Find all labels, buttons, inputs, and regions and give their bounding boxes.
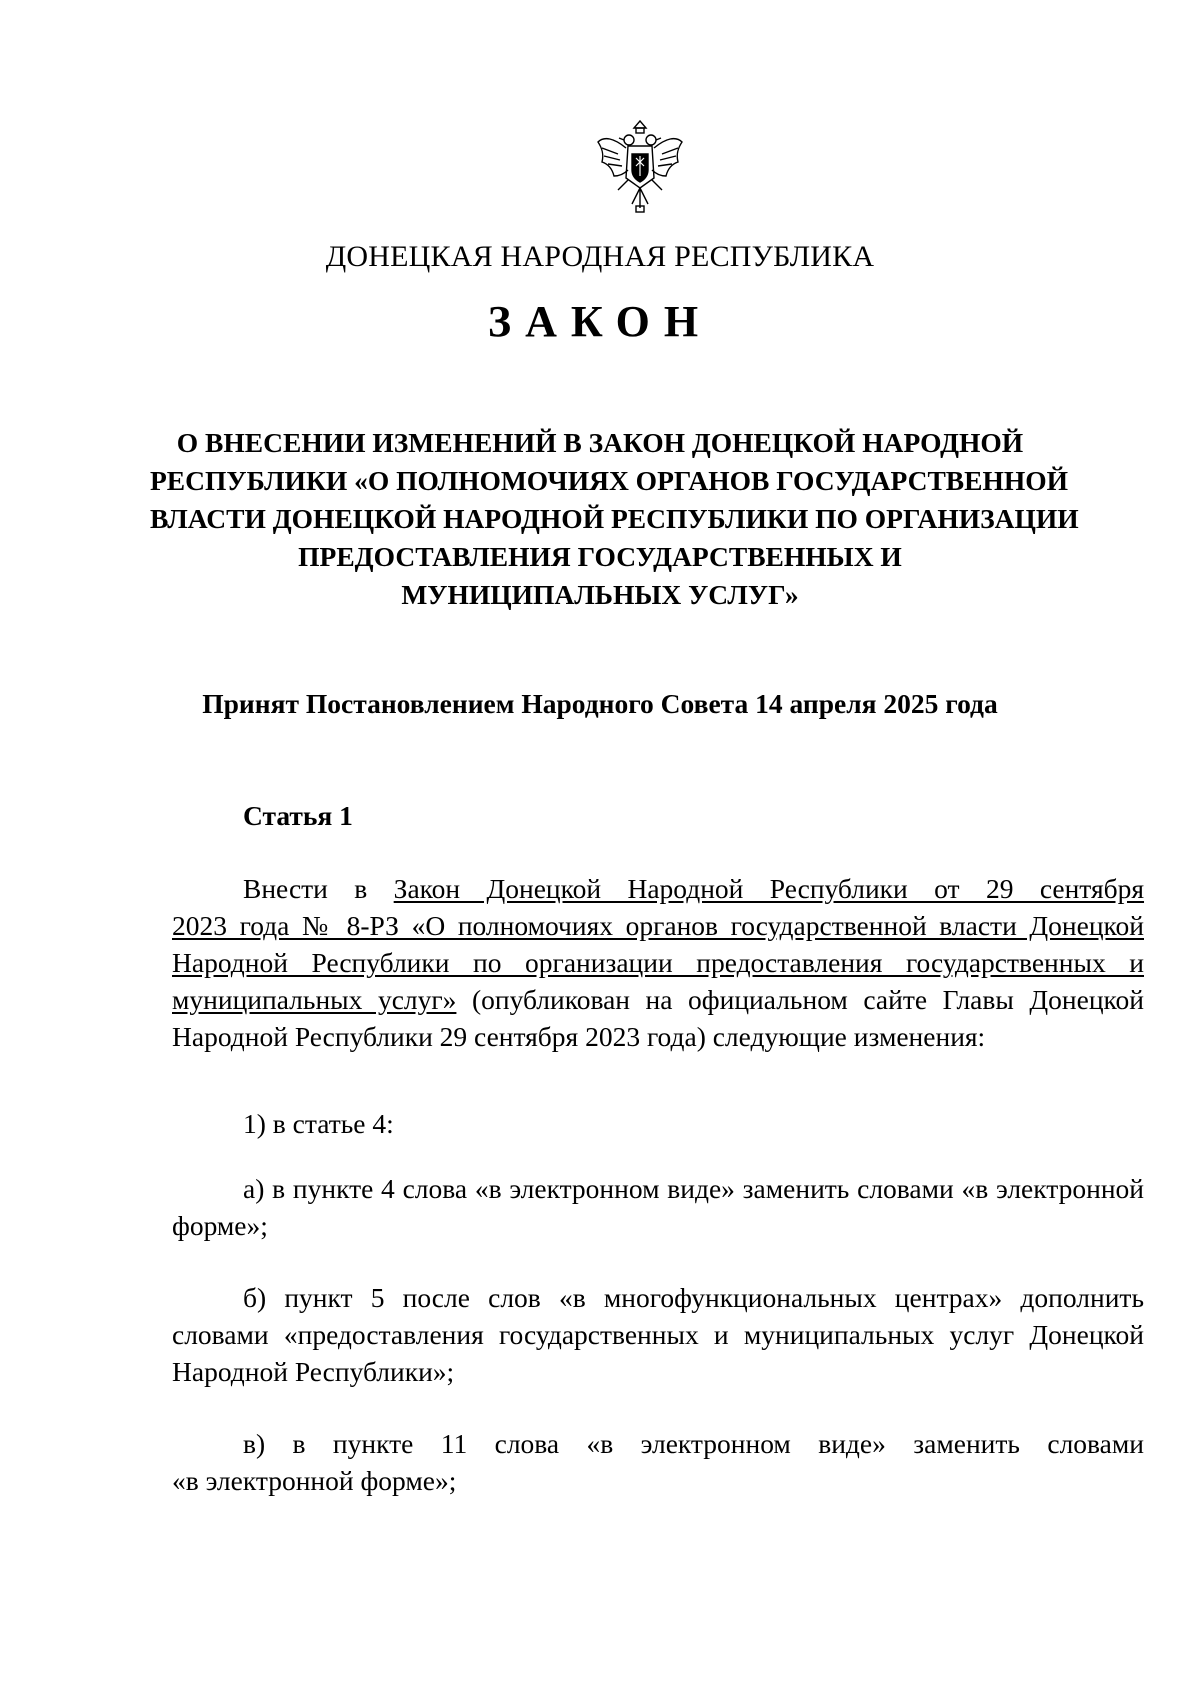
law-reference-link[interactable]: Закон Донецкой Народной Республики от 29 сентября — [393, 873, 1145, 904]
law-title-line: ВЛАСТИ ДОНЕЦКОЙ НАРОДНОЙ РЕСПУБЛИКИ ПО ОРГАНИЗАЦИИ — [150, 503, 1079, 534]
item-1-paragraph — [172, 1105, 1144, 1142]
paragraph-line: а) в пункте 4 слова «в электронном виде» заменить словами «в электронной — [243, 1173, 1144, 1204]
article-heading: Статья 1 — [243, 800, 353, 831]
article-intro-paragraph — [172, 870, 1144, 1055]
law-title-line: МУНИЦИПАЛЬНЫХ УСЛУГ» — [401, 579, 799, 610]
law-title — [150, 424, 1079, 614]
paragraph-line — [172, 870, 1144, 907]
law-reference-link[interactable]: 2023 года № 8-РЗ «О полномочиях органов государственной власти Донецкой — [172, 910, 1144, 941]
intro-text: Внести в — [243, 873, 394, 904]
adoption-note: Принят Постановлением Народного Совета 14 апреля 2025 года — [202, 688, 998, 719]
law-title-line: ПРЕДОСТАВЛЕНИЯ ГОСУДАРСТВЕННЫХ И — [298, 541, 902, 572]
item-a-paragraph — [172, 1170, 1144, 1244]
item-b-paragraph — [172, 1279, 1144, 1390]
intro-text: (опубликован на официальном сайте Главы Донецкой — [456, 984, 1144, 1015]
law-title-line: РЕСПУБЛИКИ «О ПОЛНОМОЧИЯХ ОРГАНОВ ГОСУДАРСТВЕННОЙ — [150, 465, 1069, 496]
paragraph-line: Народной Республики 29 сентября 2023 года) следующие изменения: — [172, 1021, 986, 1052]
law-reference-link[interactable]: Народной Республики по организации предоставления государственных и — [172, 947, 1144, 978]
paragraph-line: в) в пункте 11 слова «в электронном виде» заменить словами — [243, 1428, 1144, 1459]
paragraph-line: б) пункт 5 после слов «в многофункциональных центрах» дополнить — [243, 1282, 1144, 1313]
coat-of-arms-eagle-icon — [596, 118, 684, 216]
paragraph-line — [172, 981, 1144, 1018]
paragraph-line: 1) в статье 4: — [243, 1108, 394, 1139]
paragraph-line: «в электронной форме»; — [172, 1465, 457, 1496]
republic-name: ДОНЕЦКАЯ НАРОДНАЯ РЕСПУБЛИКА — [325, 240, 875, 273]
item-c-paragraph — [172, 1425, 1144, 1499]
paragraph-line: форме»; — [172, 1210, 268, 1241]
document-type: ЗАКОН — [487, 297, 713, 346]
paragraph-line: словами «предоставления государственных и муниципальных услуг Донецкой — [172, 1319, 1144, 1350]
law-title-line: О ВНЕСЕНИИ ИЗМЕНЕНИЙ В ЗАКОН ДОНЕЦКОЙ НАРОДНОЙ — [176, 427, 1024, 458]
paragraph-line: Народной Республики»; — [172, 1356, 455, 1387]
law-reference-link[interactable]: муниципальных услуг» — [172, 984, 457, 1015]
